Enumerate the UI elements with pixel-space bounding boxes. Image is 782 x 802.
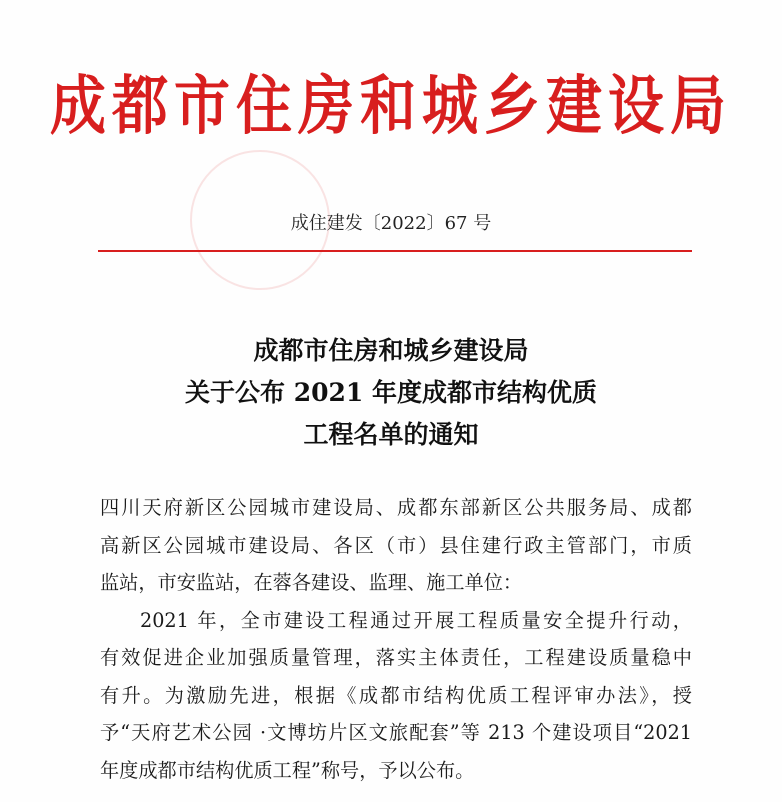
addressee-block (100, 489, 692, 602)
title-line-2: 关于公布 2021 年度成都市结构优质 (185, 378, 597, 407)
notice-title (0, 330, 782, 456)
paragraph-line: 2021 年，全市建设工程通过开展工程质量安全提升行动， (140, 608, 692, 632)
paragraph-line: 有效促进企业加强质量管理，落实主体责任，工程建设质量稳中 (100, 646, 692, 669)
red-divider-line (98, 250, 692, 252)
addressee-line: 四川天府新区公园城市建设局、成都东部新区公共服务局、成都 (100, 496, 692, 519)
paragraph-1 (100, 602, 692, 790)
paragraph-line: 予“天府艺术公园 ·文博坊片区文旅配套”等 213 个建设项目“2021 (100, 721, 692, 744)
paragraph-line: 年度成都市结构优质工程”称号，予以公布。 (100, 758, 475, 782)
notice-body (100, 489, 692, 789)
paragraph-line: 有升。为激励先进，根据《成都市结构优质工程评审办法》，授 (100, 683, 692, 707)
addressee-line: 监站，市安监站，在蓉各建设、监理、施工单位： (100, 571, 523, 594)
addressee-line: 高新区公园城市建设局、各区（市）县住建行政主管部门，市质 (100, 533, 692, 557)
agency-header: 成都市住房和城乡建设局 (50, 68, 732, 144)
document-number: 成住建发〔2022〕67 号 (290, 213, 492, 234)
title-line-3: 工程名单的通知 (303, 420, 479, 449)
title-line-1: 成都市住房和城乡建设局 (253, 336, 529, 365)
